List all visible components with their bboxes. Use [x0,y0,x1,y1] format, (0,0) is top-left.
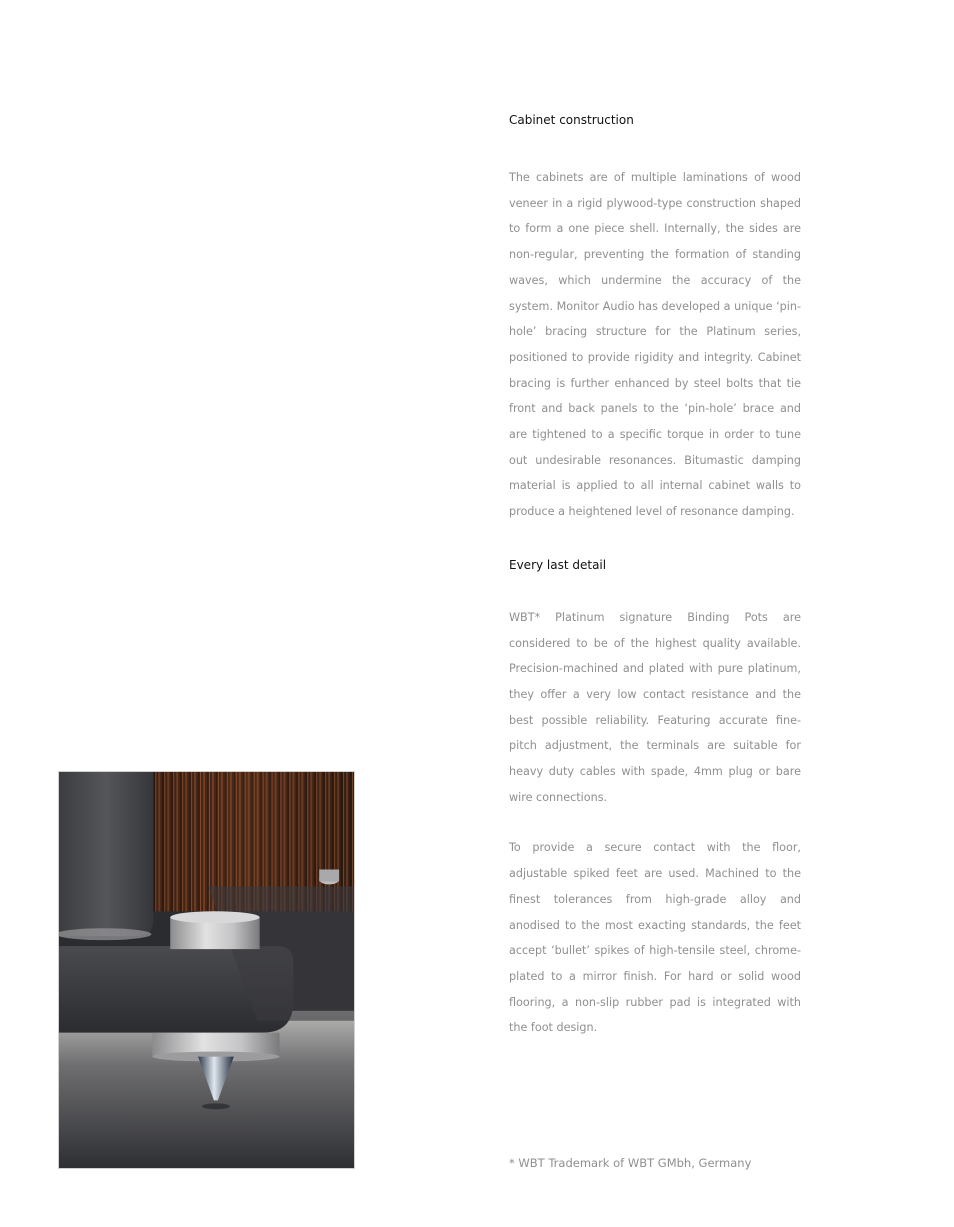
section-heading-every-last-detail: Every last detail [509,557,607,572]
spiked-feet-paragraph: To provide a secure contact with the floor, adjustable spiked feet are used. Machined to the finest tolerances from high-grade alloy and anodised to the most exacting standards, the feet accept ‘bullet’ spikes of high-tensile steel, chrome-plated to a mirror finish. For hard or solid wood flooring, a non-slip rubber pad is integrated with the foot design. [509,841,801,1035]
binding-posts-paragraph: WBT* Platinum signature Binding Pots are considered to be of the highest quality available. Precision-machined and plated with pure platinum, they offer a very low contact resistance and the best possible reliability. Featuring accurate fine-pitch adjustment, the terminals are suitable for heavy duty cables with spade, 4mm plug or bare wire connections. [509,610,801,804]
speaker-foot-illustration [59,772,354,1168]
cabinet-construction-paragraph: The cabinets are of multiple laminations of wood veneer in a rigid plywood-type construction shaped to form a one piece shell. Internally, the sides are non-regular, preventing the formation of standing waves, which undermine the accuracy of the system. Monitor Audio has developed a unique ‘pin-hole’ bracing structure for the Platinum series, positioned to provide rigidity and integrity. Cabinet bracing is further enhanced by steel bolts that tie front and back panels to the ‘pin-hole’ brace and are tightened to a specific torque in order to tune out undesirable resonances. Bitumastic damping material is applied to all internal cabinet walls to produce a heightened level of resonance damping. [509,171,801,519]
speaker-foot-photo [58,771,355,1169]
section-heading-cabinet-construction: Cabinet construction [509,113,634,127]
text-column [509,110,801,1041]
trademark-footnote: * WBT Trademark of WBT GMbh, Germany [509,1156,752,1170]
